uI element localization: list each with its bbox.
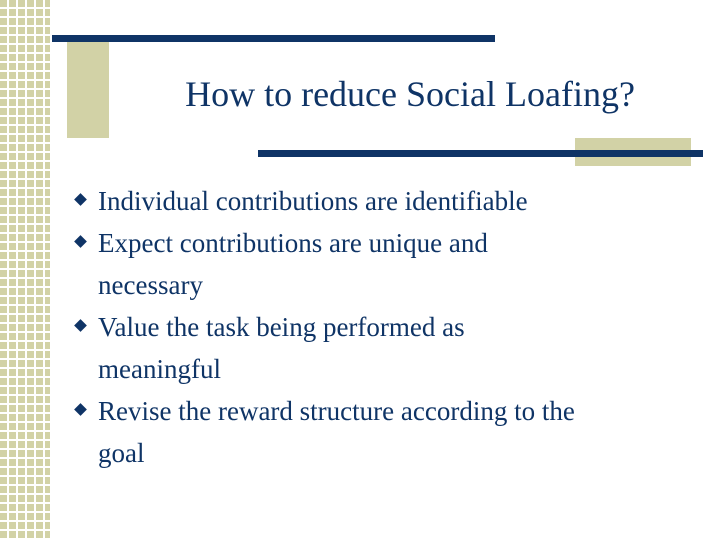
bullet-text-line: meaningful [98, 354, 221, 384]
checkered-left-strip [0, 0, 50, 540]
bullet-item [72, 390, 692, 474]
bullet-text-line: Individual contributions are identifiable [98, 186, 528, 216]
bullet-text-line: Revise the reward structure according to the [98, 396, 575, 426]
diamond-bullet-icon [74, 319, 87, 332]
diamond-bullet-icon [74, 403, 87, 416]
title-bottom-rule [258, 150, 703, 157]
bullet-text-line: Value the task being performed as [98, 312, 465, 342]
bullet-item [72, 180, 692, 222]
diamond-bullet-icon [74, 193, 87, 206]
bullet-text-line: goal [98, 438, 145, 468]
bullet-item [72, 222, 692, 306]
title-top-rule [52, 35, 495, 42]
bullet-list [72, 180, 692, 474]
bullet-text-line: Expect contributions are unique and [98, 228, 488, 258]
title-left-accent-block [67, 42, 109, 138]
diamond-bullet-icon [74, 235, 87, 248]
bullet-item [72, 306, 692, 390]
bullet-text-line: necessary [98, 270, 203, 300]
slide-title: How to reduce Social Loafing? [185, 74, 635, 114]
